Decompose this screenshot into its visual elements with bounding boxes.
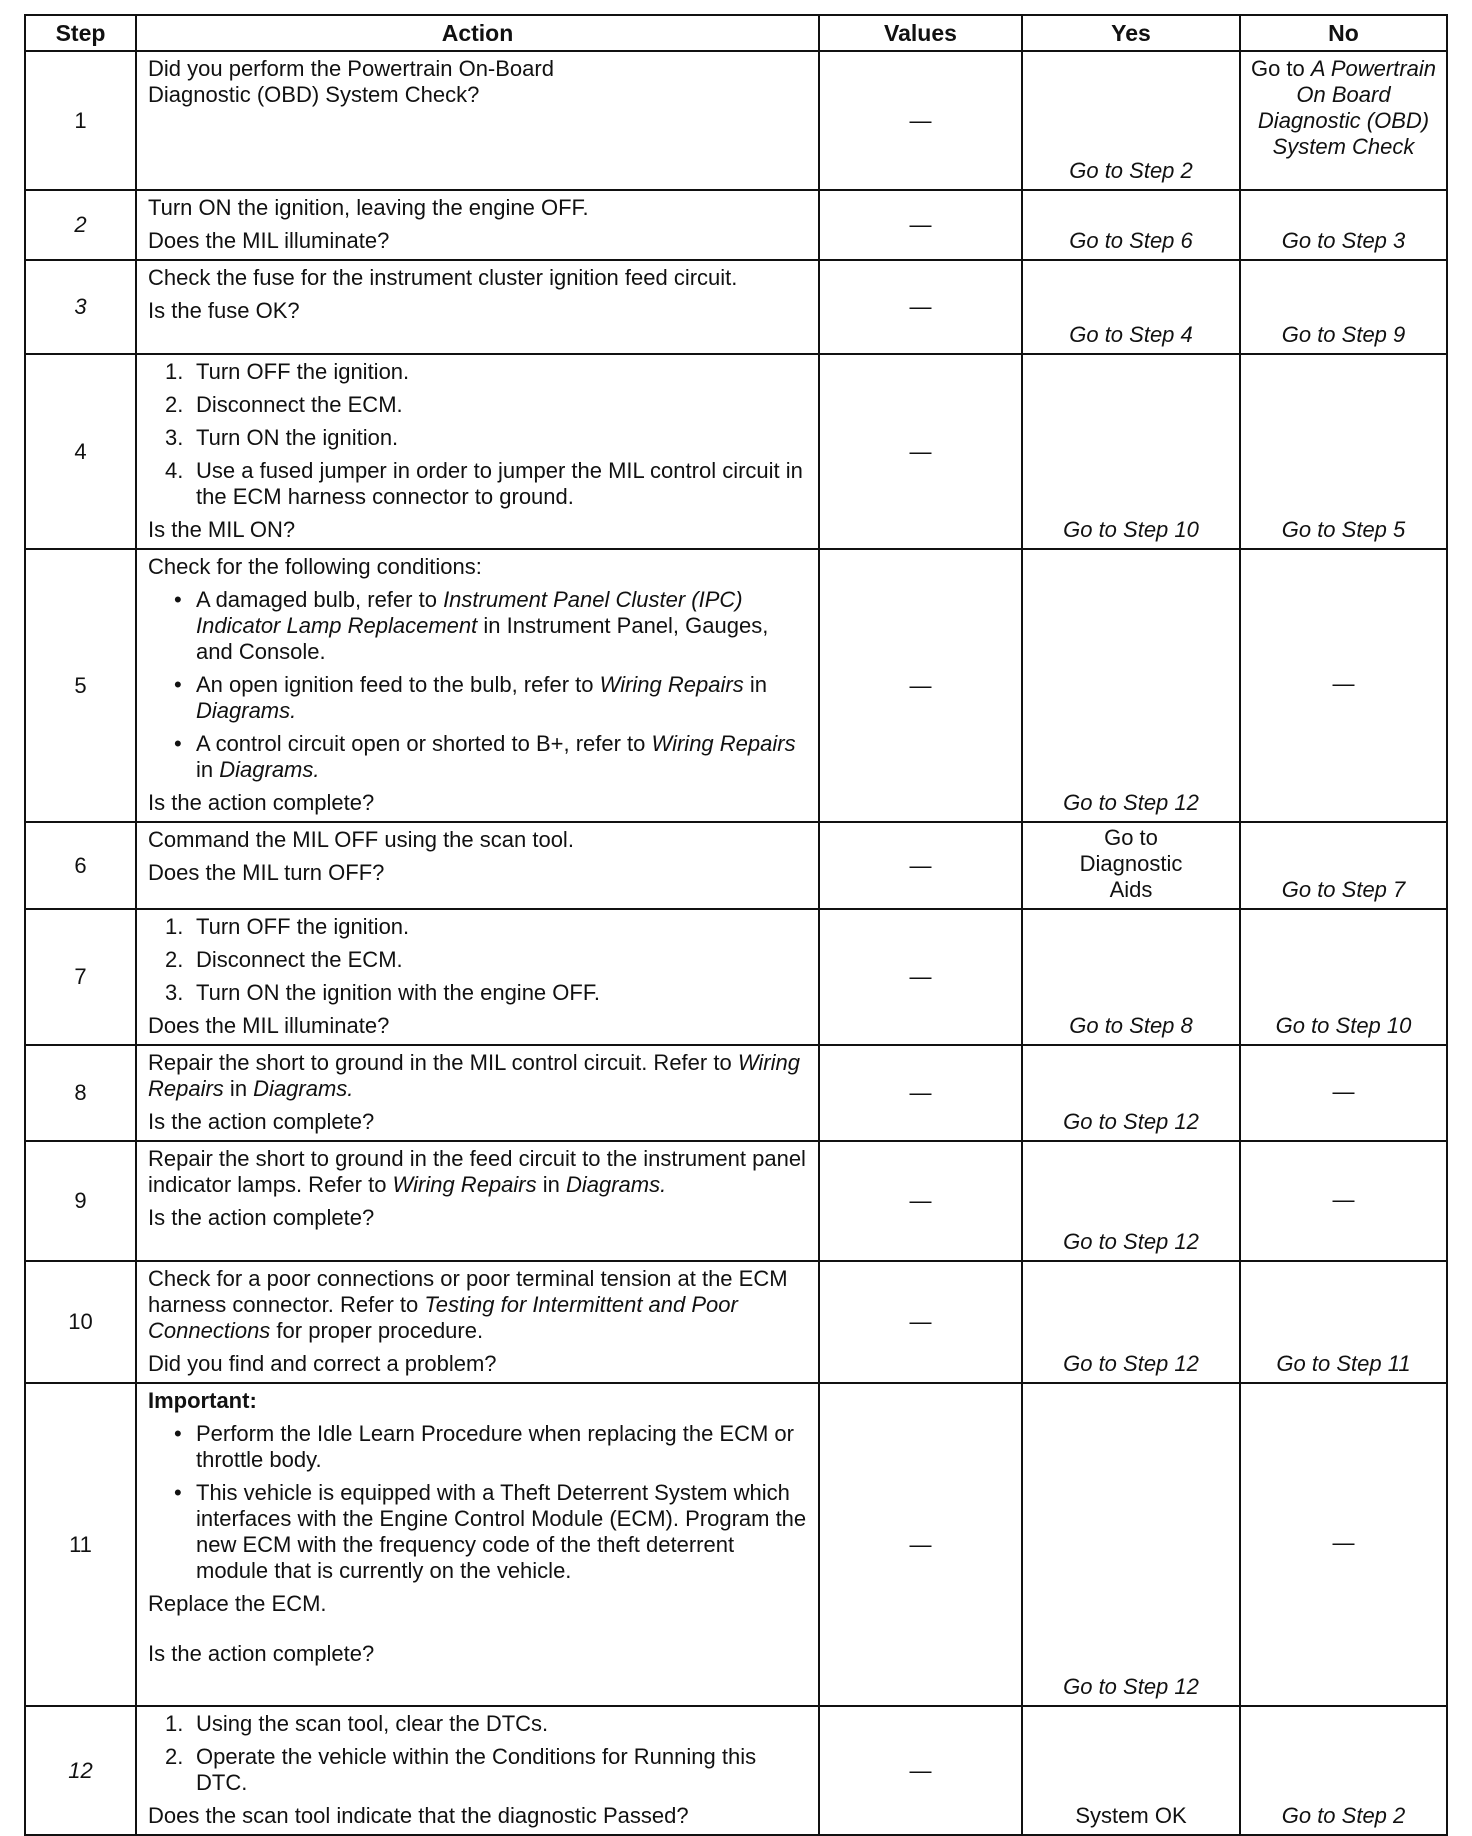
action-cell xyxy=(136,1383,819,1706)
no-cell xyxy=(1240,190,1447,260)
action-steps-list xyxy=(148,1711,808,1796)
values-cell: — xyxy=(819,1261,1022,1383)
action-question: Does the MIL illuminate? xyxy=(148,228,390,253)
table-row-step-9 xyxy=(25,1141,1447,1261)
conditions-list xyxy=(148,587,808,783)
action-question: Is the MIL ON? xyxy=(148,517,296,542)
header-step: Step xyxy=(25,15,136,51)
action-question: Is the action complete? xyxy=(148,1641,375,1666)
action-question: Is the action complete? xyxy=(148,790,375,815)
action-cell xyxy=(136,1706,819,1835)
values-cell: — xyxy=(819,1045,1022,1141)
action-question: Did you find and correct a problem? xyxy=(148,1351,497,1376)
table-row-step-10 xyxy=(25,1261,1447,1383)
action-text: Check the fuse for the instrument cluster ignition feed circuit. xyxy=(148,265,738,290)
no-cell: — xyxy=(1240,1141,1447,1261)
list-item: • This vehicle is equipped with a Theft Deterrent System which interfaces with the Engine Control Module (ECM). Program the new ECM with the frequency code of the theft deterrent module that is currently on the vehicle. xyxy=(174,1480,807,1583)
yes-cell xyxy=(1022,1261,1240,1383)
yes-link[interactable]: Go to Step 2 xyxy=(1069,158,1193,183)
step-number: 2 xyxy=(25,190,136,260)
list-item: 3. Turn ON the ignition. xyxy=(165,425,399,450)
diagnostic-table xyxy=(24,14,1448,1836)
action-cell xyxy=(136,1045,819,1141)
action-text: Command the MIL OFF using the scan tool. xyxy=(148,827,574,852)
important-list xyxy=(148,1421,808,1584)
action-question: Does the MIL illuminate? xyxy=(148,1013,390,1038)
yes-link[interactable]: Go to Step 12 xyxy=(1063,1674,1199,1699)
values-cell: — xyxy=(819,51,1022,190)
step-number: 10 xyxy=(25,1261,136,1383)
no-cell xyxy=(1240,909,1447,1045)
action-question: Is the fuse OK? xyxy=(148,298,300,323)
yes-link[interactable]: Go to Step 4 xyxy=(1069,322,1193,347)
action-intro: Check for the following conditions: xyxy=(148,554,482,579)
list-item: • A damaged bulb, refer to Instrument Panel Cluster (IPC) Indicator Lamp Replacement in Instrument Panel, Gauges, and Console. xyxy=(174,587,769,664)
table-row-step-1 xyxy=(25,51,1447,190)
header-row xyxy=(25,15,1447,51)
no-prefix: Go to xyxy=(1250,56,1311,81)
values-cell: — xyxy=(819,1383,1022,1706)
yes-link[interactable]: Go to Step 12 xyxy=(1063,1109,1199,1134)
no-link[interactable]: A Powertrain On Board Diagnostic (OBD) System Check xyxy=(1257,56,1437,159)
reference-link[interactable]: Diagrams. xyxy=(253,1076,354,1101)
no-cell xyxy=(1240,354,1447,549)
yes-result: System OK xyxy=(1075,1803,1187,1828)
no-cell xyxy=(1240,1261,1447,1383)
yes-link[interactable]: Go to Step 12 xyxy=(1063,790,1199,815)
action-cell xyxy=(136,51,819,190)
no-cell xyxy=(1240,260,1447,354)
action-cell xyxy=(136,549,819,822)
values-cell: — xyxy=(819,190,1022,260)
yes-cell xyxy=(1022,354,1240,549)
yes-cell xyxy=(1022,822,1240,909)
yes-link[interactable]: Go to Step 6 xyxy=(1069,228,1193,253)
yes-cell xyxy=(1022,1045,1240,1141)
reference-link[interactable]: Wiring Repairs xyxy=(392,1172,537,1197)
action-cell xyxy=(136,909,819,1045)
step-number: 3 xyxy=(25,260,136,354)
no-cell: — xyxy=(1240,1045,1447,1141)
values-cell: — xyxy=(819,260,1022,354)
action-text: Turn ON the ignition, leaving the engine OFF. xyxy=(148,195,589,220)
reference-link[interactable]: Instrument Panel Cluster (IPC) Indicator Lamp Replacement xyxy=(196,587,743,638)
reference-link[interactable]: Diagrams. xyxy=(565,1172,667,1197)
action-question: Is the action complete? xyxy=(148,1109,375,1134)
list-item: 2. Operate the vehicle within the Conditions for Running this DTC. xyxy=(165,1744,757,1795)
yes-link[interactable]: Go to Step 12 xyxy=(1063,1229,1199,1254)
list-item: 1. Turn OFF the ignition. xyxy=(165,359,410,384)
yes-cell xyxy=(1022,1141,1240,1261)
table-row-step-3 xyxy=(25,260,1447,354)
table-row-step-6 xyxy=(25,822,1447,909)
action-text: Did you perform the Powertrain On-Board Diagnostic (OBD) System Check? xyxy=(148,56,554,107)
no-link[interactable]: Go to Step 11 xyxy=(1276,1351,1411,1376)
action-cell xyxy=(136,354,819,549)
yes-link[interactable]: Go to Diagnostic Aids xyxy=(1079,825,1183,902)
action-cell xyxy=(136,1141,819,1261)
no-link[interactable]: Go to Step 3 xyxy=(1281,228,1406,253)
yes-cell xyxy=(1022,1383,1240,1706)
table-row-step-2 xyxy=(25,190,1447,260)
table-row-step-8 xyxy=(25,1045,1447,1141)
list-item: • A control circuit open or shorted to B+, refer to Wiring Repairs in Diagrams. xyxy=(174,731,796,782)
values-cell: — xyxy=(819,822,1022,909)
reference-link[interactable]: Wiring Repairs xyxy=(651,731,796,756)
diagnostic-table-container xyxy=(24,14,1446,1836)
list-item: 1. Turn OFF the ignition. xyxy=(165,914,410,939)
action-cell xyxy=(136,190,819,260)
important-label: Important: xyxy=(148,1388,257,1413)
no-cell xyxy=(1240,51,1447,190)
step-number: 1 xyxy=(25,51,136,190)
no-link[interactable]: Go to Step 9 xyxy=(1281,322,1406,347)
values-cell: — xyxy=(819,909,1022,1045)
list-item: • An open ignition feed to the bulb, refer to Wiring Repairs in Diagrams. xyxy=(174,672,767,723)
list-item: 2. Disconnect the ECM. xyxy=(165,392,403,417)
reference-link[interactable]: Testing for Intermittent and Poor Connections xyxy=(148,1292,738,1343)
reference-link[interactable]: Diagrams. xyxy=(219,757,320,782)
step-number: 4 xyxy=(25,354,136,549)
step-number: 8 xyxy=(25,1045,136,1141)
list-item: 1. Using the scan tool, clear the DTCs. xyxy=(165,1711,549,1736)
no-link[interactable]: Go to Step 5 xyxy=(1281,517,1406,542)
step-number: 9 xyxy=(25,1141,136,1261)
list-item: 4. Use a fused jumper in order to jumper the MIL control circuit in the ECM harness connector to ground. xyxy=(165,458,803,509)
yes-cell xyxy=(1022,260,1240,354)
list-item: • Perform the Idle Learn Procedure when replacing the ECM or throttle body. xyxy=(174,1421,794,1472)
no-link[interactable]: Go to Step 10 xyxy=(1275,1013,1412,1038)
action-steps-list xyxy=(148,359,808,510)
no-link[interactable]: Go to Step 7 xyxy=(1281,877,1406,902)
yes-cell xyxy=(1022,909,1240,1045)
action-text: Repair the short to ground in the feed circuit to the instrument panel indicator lamps. Refer to Wiring Repairs in Diagrams. xyxy=(148,1146,806,1197)
yes-cell xyxy=(1022,51,1240,190)
yes-cell xyxy=(1022,1706,1240,1835)
values-cell: — xyxy=(819,1141,1022,1261)
action-cell xyxy=(136,1261,819,1383)
table-row-step-12 xyxy=(25,1706,1447,1835)
step-number: 7 xyxy=(25,909,136,1045)
action-cell xyxy=(136,822,819,909)
yes-cell xyxy=(1022,190,1240,260)
action-cell xyxy=(136,260,819,354)
action-question: Does the MIL turn OFF? xyxy=(148,860,385,885)
action-steps-list xyxy=(148,914,808,1006)
step-number: 11 xyxy=(25,1383,136,1706)
table-row-step-7 xyxy=(25,909,1447,1045)
yes-link[interactable]: Go to Step 8 xyxy=(1069,1013,1193,1038)
reference-link[interactable]: Diagrams. xyxy=(196,698,297,723)
header-yes: Yes xyxy=(1022,15,1240,51)
reference-link[interactable]: Wiring Repairs xyxy=(599,672,744,697)
yes-link[interactable]: Go to Step 12 xyxy=(1063,1351,1199,1376)
no-cell xyxy=(1240,1706,1447,1835)
table-row-step-5 xyxy=(25,549,1447,822)
no-link[interactable]: Go to Step 2 xyxy=(1281,1803,1406,1828)
no-cell: — xyxy=(1240,549,1447,822)
reference-link[interactable]: Wiring Repairs xyxy=(148,1050,800,1101)
action-text: Check for a poor connections or poor terminal tension at the ECM harness connector. Refer to Testing for Intermittent and Poor Connections for proper procedure. xyxy=(148,1266,788,1343)
table-row-step-4 xyxy=(25,354,1447,549)
header-action: Action xyxy=(136,15,819,51)
yes-cell xyxy=(1022,549,1240,822)
table-row-step-11 xyxy=(25,1383,1447,1706)
values-cell: — xyxy=(819,354,1022,549)
values-cell: — xyxy=(819,1706,1022,1835)
action-question: Does the scan tool indicate that the diagnostic Passed? xyxy=(148,1803,689,1828)
step-number: 12 xyxy=(25,1706,136,1835)
action-text: Repair the short to ground in the MIL control circuit. Refer to Wiring Repairs in Diagrams. xyxy=(148,1050,800,1101)
list-item: 3. Turn ON the ignition with the engine OFF. xyxy=(165,980,600,1005)
header-no: No xyxy=(1240,15,1447,51)
yes-link[interactable]: Go to Step 10 xyxy=(1063,517,1199,542)
no-cell: — xyxy=(1240,1383,1447,1706)
step-number: 6 xyxy=(25,822,136,909)
action-text: Replace the ECM. xyxy=(148,1591,327,1616)
list-item: 2. Disconnect the ECM. xyxy=(165,947,403,972)
values-cell: — xyxy=(819,549,1022,822)
header-values: Values xyxy=(819,15,1022,51)
no-cell xyxy=(1240,822,1447,909)
action-question: Is the action complete? xyxy=(148,1205,375,1230)
step-number: 5 xyxy=(25,549,136,822)
